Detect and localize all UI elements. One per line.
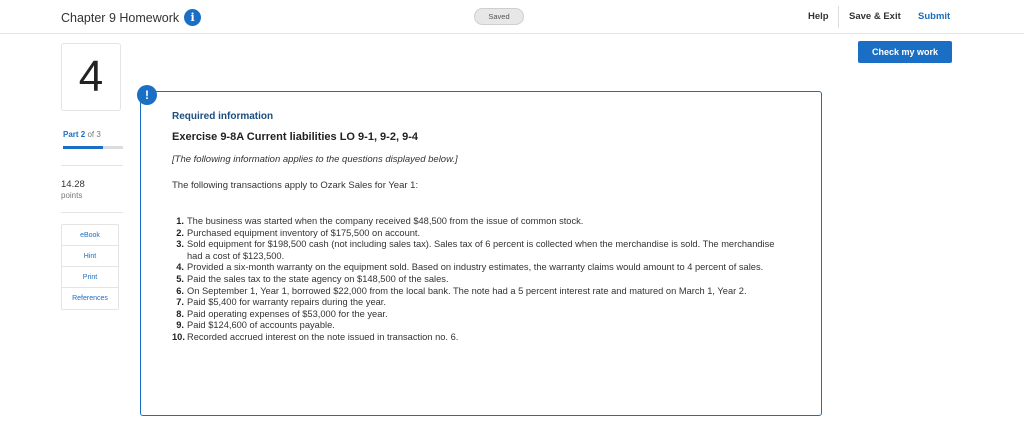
list-item-text: Paid the sales tax to the state agency on $148,500 of the sales. bbox=[187, 273, 449, 284]
list-item-text: Paid $124,600 of accounts payable. bbox=[187, 320, 335, 331]
sidebar-divider bbox=[61, 165, 123, 166]
list-item-text: Paid $5,400 for warranty repairs during the year. bbox=[187, 297, 386, 308]
hint-button[interactable]: Hint bbox=[62, 246, 118, 267]
list-item bbox=[172, 309, 792, 321]
list-item bbox=[172, 286, 792, 298]
part-progress-bar bbox=[63, 146, 123, 149]
list-item-text: Provided a six-month warranty on the equipment sold. Based on industry estimates, the warranty claims would amount to 4 percent of sales. bbox=[187, 262, 764, 273]
part-progress-fill bbox=[63, 146, 103, 149]
list-item-text: Sold equipment for $198,500 cash (not including sales tax). Sales tax of 6 percent is collected when the merchandise is sold. The merchandise had a cost of $123,500. bbox=[187, 239, 775, 261]
print-button[interactable]: Print bbox=[62, 267, 118, 288]
part-current: Part 2 bbox=[63, 130, 86, 139]
info-icon[interactable]: i bbox=[184, 9, 201, 26]
list-item bbox=[172, 262, 792, 274]
help-link[interactable]: Help bbox=[808, 11, 829, 22]
list-item bbox=[172, 274, 792, 286]
applies-note: [The following information applies to the questions displayed below.] bbox=[172, 154, 458, 165]
header-divider bbox=[838, 6, 839, 28]
points-value: 14.28 bbox=[61, 179, 85, 190]
list-item-text: Paid operating expenses of $53,000 for the year. bbox=[187, 308, 388, 319]
list-item-number: 10. bbox=[172, 331, 185, 342]
required-information-heading: Required information bbox=[172, 111, 274, 122]
list-item-number: 1. bbox=[176, 216, 184, 226]
sidebar-divider bbox=[61, 212, 123, 213]
part-total: of 3 bbox=[87, 130, 101, 139]
list-item-number: 9. bbox=[176, 320, 184, 331]
ebook-button[interactable]: eBook bbox=[62, 225, 118, 246]
list-item bbox=[172, 332, 792, 344]
list-item-number: 3. bbox=[176, 239, 184, 250]
list-item-number: 6. bbox=[176, 285, 184, 296]
list-item-text: The business was started when the company received $48,500 from the issue of common stock. bbox=[187, 216, 584, 226]
list-item-number: 7. bbox=[176, 297, 184, 308]
points-label: points bbox=[61, 191, 83, 200]
save-exit-link[interactable]: Save & Exit bbox=[849, 11, 901, 22]
list-item bbox=[172, 297, 792, 309]
list-item-text: On September 1, Year 1, borrowed $22,000 from the local bank. The note had a 5 percent interest rate and matured on March 1, Year 2. bbox=[187, 285, 747, 296]
assignment-title-text: Chapter 9 Homework bbox=[61, 10, 180, 25]
question-number: 4 bbox=[61, 43, 121, 111]
resource-tools bbox=[61, 224, 119, 310]
alert-icon: ! bbox=[137, 85, 157, 105]
references-button[interactable]: References bbox=[72, 295, 108, 302]
intro-text: The following transactions apply to Ozark Sales for Year 1: bbox=[172, 180, 419, 191]
list-item bbox=[172, 320, 792, 332]
check-my-work-button[interactable]: Check my work bbox=[858, 41, 952, 63]
list-item bbox=[172, 216, 792, 228]
list-item-number: 4. bbox=[176, 262, 184, 273]
submit-link[interactable]: Submit bbox=[918, 11, 951, 22]
exercise-title: Exercise 9-8A Current liabilities LO 9-1, 9-2, 9-4 bbox=[172, 131, 418, 143]
list-item-number: 2. bbox=[176, 227, 184, 238]
top-bar bbox=[0, 0, 1024, 34]
list-item bbox=[172, 228, 792, 240]
list-item-text: Recorded accrued interest on the note issued in transaction no. 6. bbox=[187, 331, 459, 342]
list-item bbox=[172, 239, 792, 262]
required-information-panel bbox=[140, 91, 822, 416]
list-item-number: 5. bbox=[176, 273, 184, 284]
saved-status-badge: Saved bbox=[474, 8, 524, 25]
transaction-list bbox=[172, 216, 792, 344]
list-item-number: 8. bbox=[176, 308, 184, 319]
list-item-text: Purchased equipment inventory of $175,500 on account. bbox=[187, 227, 421, 238]
part-indicator bbox=[63, 130, 101, 139]
assignment-title bbox=[61, 9, 201, 26]
